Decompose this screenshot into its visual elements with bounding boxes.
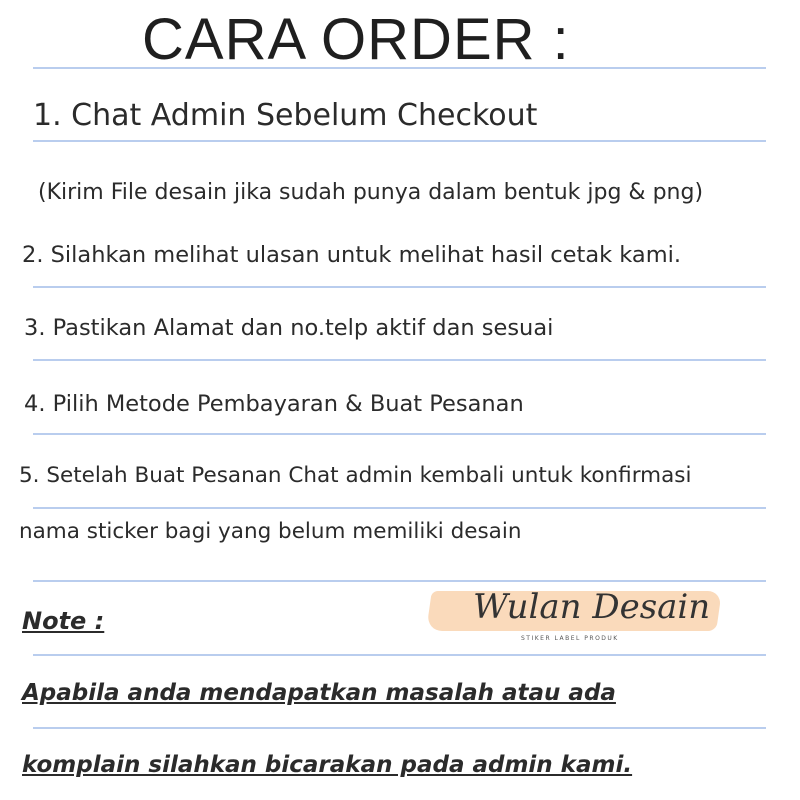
divider [33, 654, 766, 656]
divider [33, 140, 766, 142]
divider [33, 727, 766, 729]
divider [33, 67, 766, 69]
step-5-line-1: 5. Setelah Buat Pesanan Chat admin kembali untuk konfirmasi [19, 463, 692, 488]
page-title: CARA ORDER : [142, 7, 570, 72]
step-3: 3. Pastikan Alamat dan no.telp aktif dan sesuai [24, 315, 554, 341]
step-1-note: (Kirim File desain jika sudah punya dalam bentuk jpg & png) [38, 180, 704, 205]
note-line-2: komplain silahkan bicarakan pada admin kami. [22, 752, 633, 778]
divider [33, 286, 766, 288]
step-1: 1. Chat Admin Sebelum Checkout [33, 98, 538, 133]
note-label: Note : [22, 607, 105, 635]
step-4: 4. Pilih Metode Pembayaran & Buat Pesanan [24, 391, 524, 417]
brand-logo [425, 585, 725, 645]
step-5-line-2: nama sticker bagi yang belum memiliki desain [19, 519, 522, 544]
logo-brand-name: Wulan Desain [473, 587, 711, 627]
note-line-1: Apabila anda mendapatkan masalah atau ada [22, 680, 616, 706]
step-2: 2. Silahkan melihat ulasan untuk melihat hasil cetak kami. [22, 242, 682, 268]
divider [33, 580, 766, 582]
divider [33, 359, 766, 361]
logo-tagline: STIKER LABEL PRODUK [521, 635, 619, 642]
divider [33, 433, 766, 435]
divider [33, 507, 766, 509]
